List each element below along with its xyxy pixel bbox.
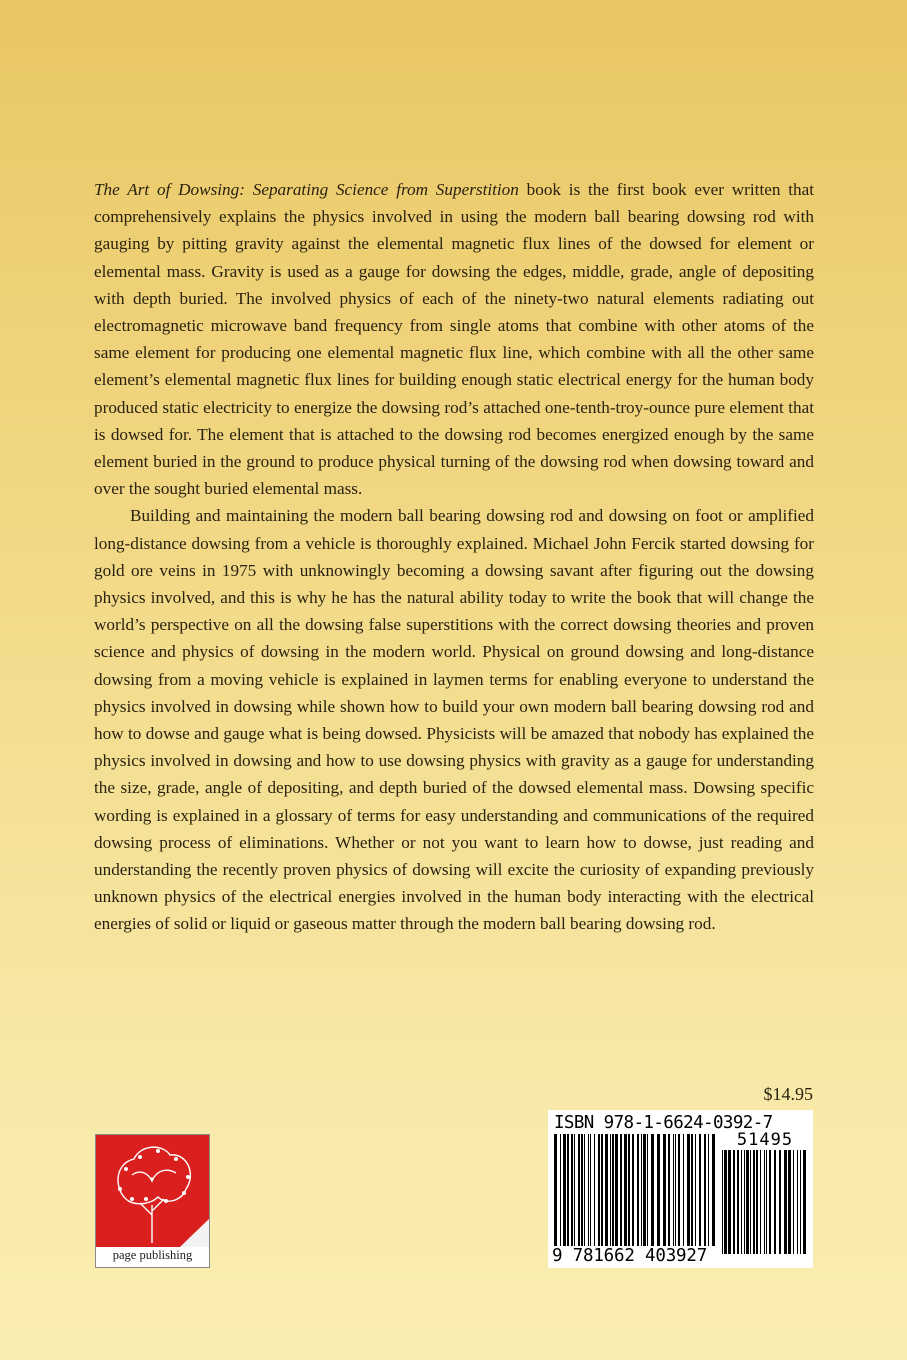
barcode-bar: [769, 1150, 771, 1254]
barcode-bar: [695, 1134, 696, 1246]
barcode-bar: [728, 1150, 731, 1254]
barcode-bar: [578, 1134, 580, 1246]
barcode-bar: [708, 1134, 709, 1246]
publisher-name: page publishing: [112, 1248, 193, 1262]
barcode-bar: [563, 1134, 566, 1246]
barcode-bar: [737, 1150, 739, 1254]
barcode-bar: [722, 1150, 723, 1254]
tree-logo-icon: [96, 1135, 209, 1247]
barcode-bar: [651, 1134, 654, 1246]
isbn-label: ISBN 978-1-6624-0392-7: [554, 1113, 773, 1133]
barcode-bar: [741, 1150, 742, 1254]
barcode-bar: [675, 1134, 676, 1246]
ean-bars: [552, 1134, 716, 1254]
blurb-paragraph-1-text: book is the first book ever written that comprehensively explains the physics involved in using the modern ball bearing dowsing rod with gauging by pitting gravity against the elemental magnetic flux lines of the dowsed for element or elemental mass. Gravity is used as a gauge for dowsing the edges, middle, grade, angle of depositing with depth buried. The involved physics of each of the ninety-two natural elements radiating out electromagnetic microwave band frequency from single atoms that combine with other atoms of the same element for producing one elemental magnetic flux line, which combine with all the other same element’s elemental magnetic flux lines for building enough static electrical energy for the human body produced static electricity to energize the dowsing rod’s attached one-tenth-troy-ounce pure element that is dowsed for. The element that is attached to the dowsing rod becomes energized enough by the same element buried in the ground to produce physical turning of the dowsing rod when dowsing toward and over the sought buried elemental mass.: [94, 180, 814, 499]
barcode-bar: [774, 1150, 776, 1254]
barcode-bar: [601, 1134, 603, 1246]
publisher-logo: [95, 1134, 210, 1268]
blurb-paragraph-1: [94, 176, 814, 502]
barcode-bar: [590, 1134, 591, 1246]
barcode-bar: [788, 1150, 791, 1254]
addon-bars: [720, 1150, 808, 1254]
barcode-bar: [756, 1150, 758, 1254]
barcode-bar: [784, 1150, 787, 1254]
barcode-bar: [588, 1134, 589, 1246]
barcode-bar: [699, 1134, 701, 1246]
barcode-bar: [797, 1150, 798, 1254]
barcode-digits: 9 781662 403927: [552, 1246, 708, 1266]
barcode-bar: [793, 1150, 794, 1254]
barcode-bar: [554, 1134, 557, 1246]
barcode-bar: [764, 1150, 765, 1254]
barcode-bar: [687, 1134, 690, 1246]
barcode-bar: [803, 1150, 806, 1254]
barcode-bar: [753, 1150, 755, 1254]
barcode-bar: [683, 1134, 684, 1246]
barcode-bar: [605, 1134, 608, 1246]
barcode-bar: [637, 1134, 639, 1246]
barcode-bar: [584, 1134, 585, 1246]
barcode-bar: [641, 1134, 642, 1246]
blurb-paragraph-2: Building and maintaining the modern ball bearing dowsing rod and dowsing on foot or amplified long-distance dowsing from a vehicle is thoroughly explained. Michael John Fercik started dowsing for gold ore veins in 1975 with unknowingly becoming a dowsing savant after figuring out the dowsing physics involved, and this is why he has the natural ability today to write the book that will change the world’s perspective on all the dowsing false superstitions with the correct dowsing theories and proven science and physics of dowsing in the modern world. Physical on ground dowsing and long-distance dowsing from a moving vehicle is explained in laymen terms for enabling everyone to understand the physics involved in dowsing while shown how to build your own modern ball bearing dowsing rod and how to dowse and gauge what is being dowsed. Physicists will be amazed that nobody has explained the physics involved in dowsing and how to use dowsing physics with gravity as a gauge for understanding the size, grade, angle of depositing, and depth buried of the dowsed elemental mass. Dowsing specific wording is explained in a glossary of terms for easy understanding and communications of the required dowsing process of eliminations. Whether or not you want to learn how to dowse, just reading and understanding the recently proven physics of dowsing will excite the curiosity of expanding previously unknown physics of the electrical energies involved in the human body interacting with the electrical energies of solid or liquid or gaseous matter through the modern ball bearing dowsing rod.: [94, 506, 814, 934]
barcode-bar: [632, 1134, 634, 1246]
price-addon-digits: 51495: [736, 1130, 794, 1150]
barcode-bar: [574, 1134, 575, 1246]
barcode-bar: [643, 1134, 646, 1246]
barcode-bar: [678, 1134, 680, 1246]
barcode-bar: [615, 1134, 618, 1246]
price-label: $14.95: [763, 1084, 813, 1104]
barcode-bar: [657, 1134, 660, 1246]
barcode-bar: [594, 1134, 595, 1246]
barcode-bar: [800, 1150, 801, 1254]
barcode-bar: [760, 1150, 761, 1254]
barcode-bar: [628, 1134, 630, 1246]
barcode-bar: [704, 1134, 706, 1246]
barcode-bar: [581, 1134, 583, 1246]
barcode-bar: [691, 1134, 693, 1246]
barcode-bar: [620, 1134, 622, 1246]
barcode-bar: [746, 1150, 749, 1254]
barcode-bar: [766, 1150, 767, 1254]
barcode-bar: [712, 1134, 715, 1246]
barcode-bar: [610, 1134, 611, 1246]
barcode-bar: [598, 1134, 600, 1246]
book-title: The Art of Dowsing: Separating Science from Superstition: [94, 180, 519, 199]
barcode-bar: [673, 1134, 674, 1246]
barcode-bar: [560, 1134, 561, 1246]
barcode-bar: [663, 1134, 666, 1246]
barcode-bar: [571, 1134, 573, 1246]
barcode-bar: [779, 1150, 781, 1254]
barcode-bar: [733, 1150, 735, 1254]
barcode-bar: [744, 1150, 745, 1254]
back-cover-blurb: [94, 176, 814, 938]
barcode-bar: [750, 1150, 751, 1254]
barcode-bar: [567, 1134, 569, 1246]
isbn-barcode: [548, 1110, 813, 1268]
barcode-bar: [612, 1134, 614, 1246]
barcode-bar: [647, 1134, 648, 1246]
barcode-bar: [668, 1134, 670, 1246]
barcode-bar: [724, 1150, 727, 1254]
barcode-bar: [624, 1134, 627, 1246]
